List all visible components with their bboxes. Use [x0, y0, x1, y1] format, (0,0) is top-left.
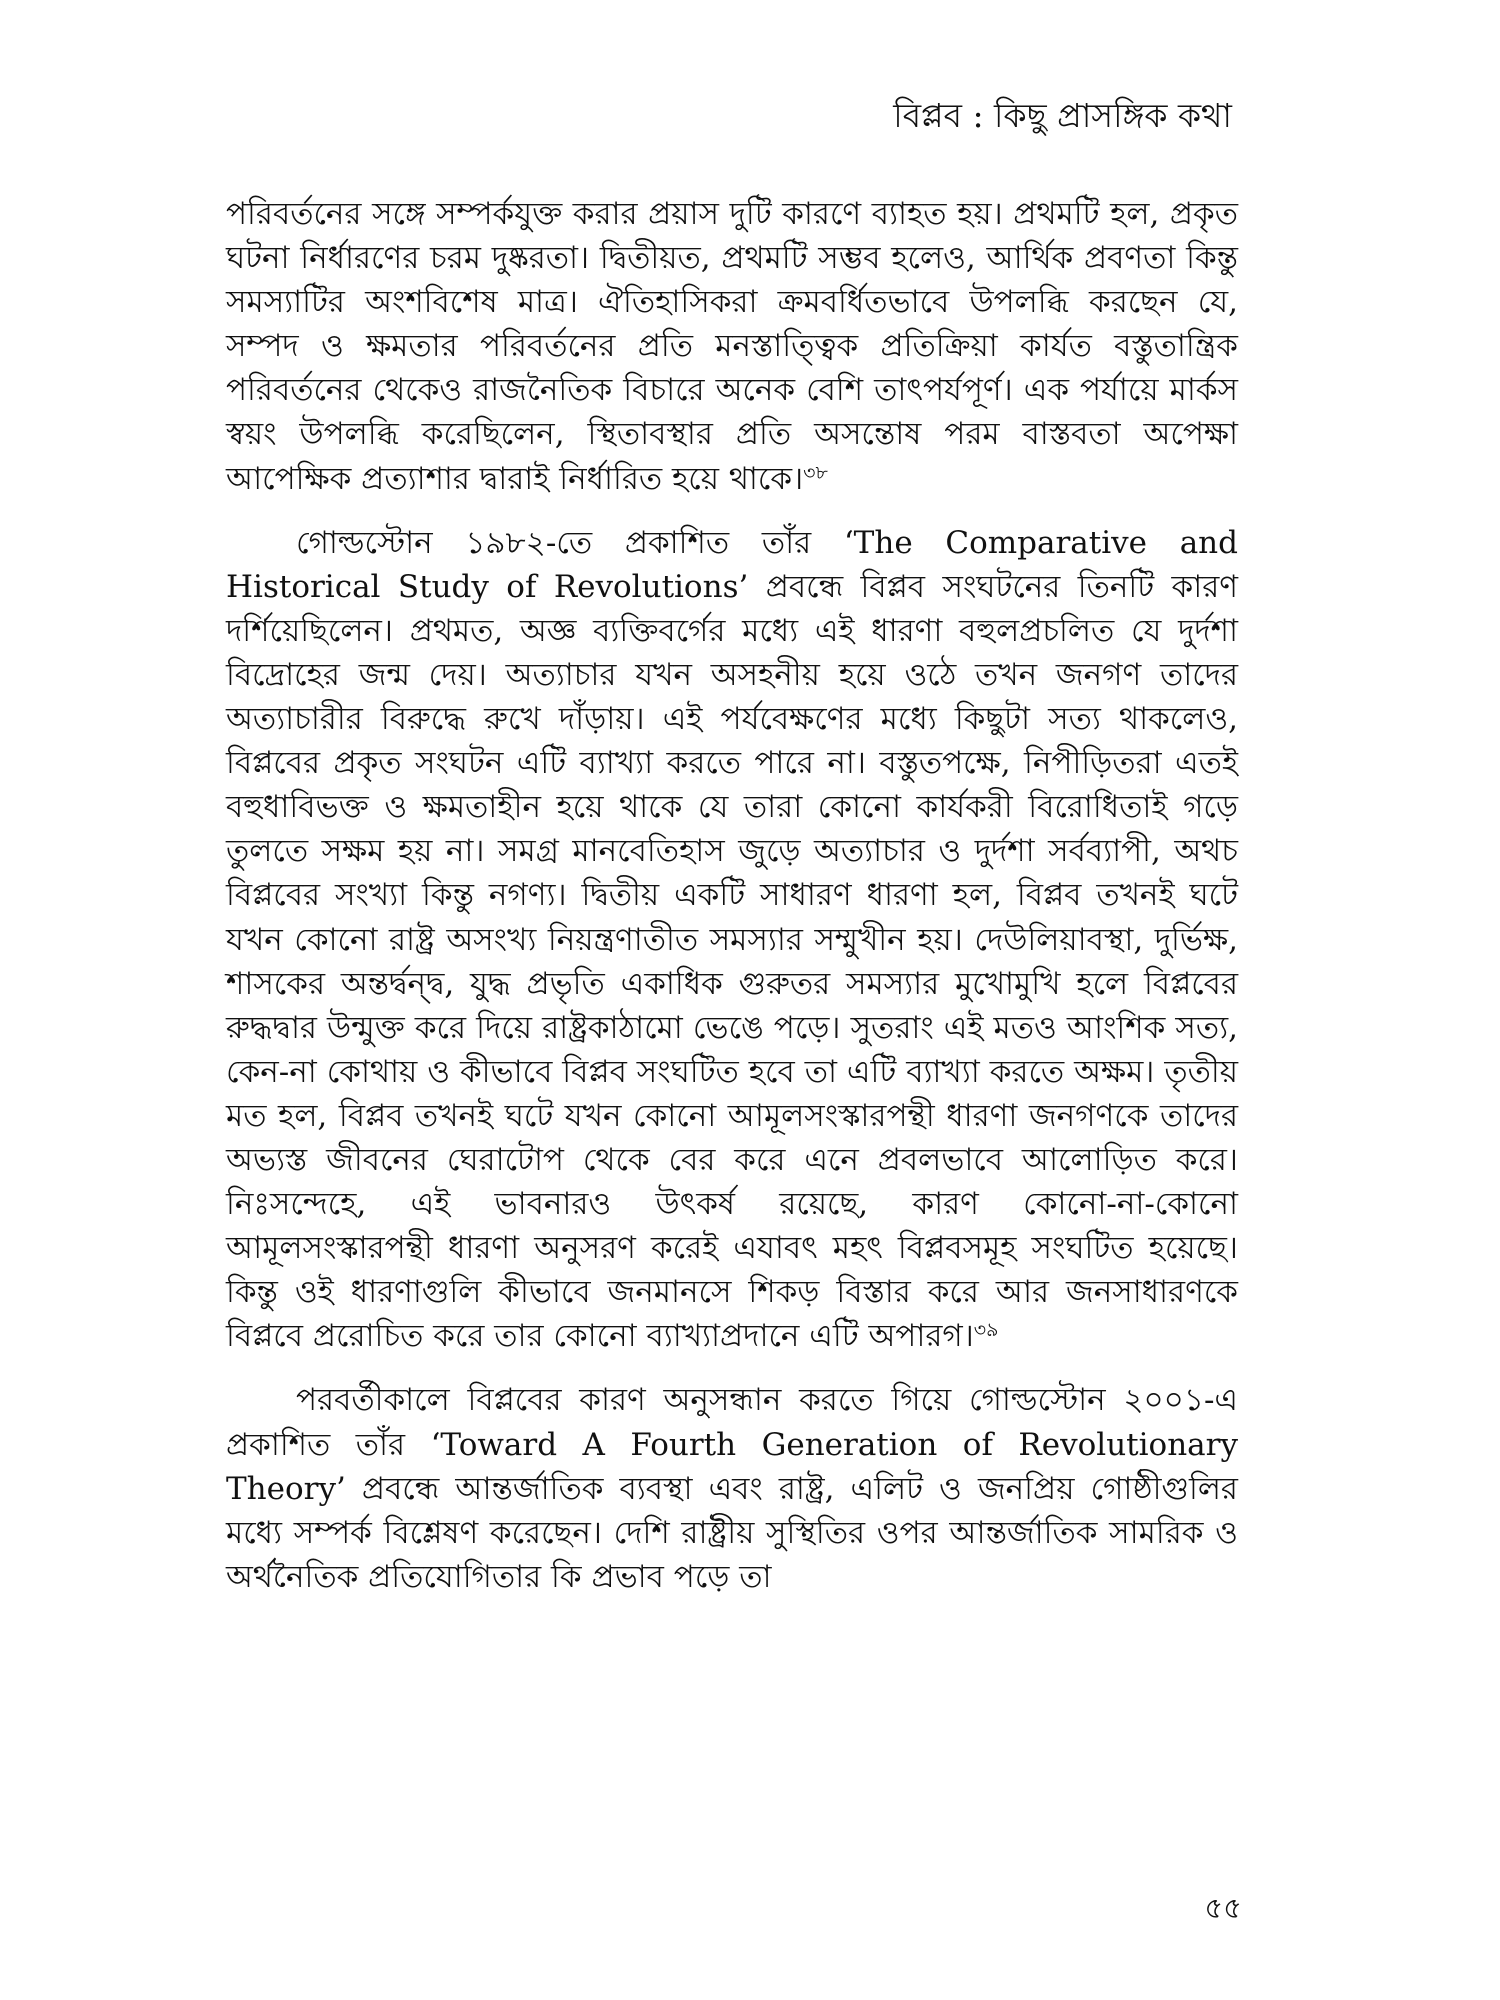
paragraph-text: গোল্ডস্টোন ১৯৮২-তে প্রকাশিত তাঁর ‘The Comparative and Historical Study of Revolutions’ প্রবন্ধে বিপ্লব সংঘটনের তিনটি কারণ দর্শিয়েছিলেন। প্রথমত, অজ্ঞ ব্যক্তিবর্গের মধ্যে এই ধারণা বহুলপ্রচলিত যে দুর্দশা বিদ্রোহের জন্ম দেয়। অত্যাচার যখন অসহনীয় হয়ে ওঠে তখন জনগণ তাদের অত্যাচারীর বিরুদ্ধে রুখে দাঁড়ায়। এই পর্যবেক্ষণের মধ্যে কিছুটা সত্য থাকলেও, বিপ্লবের প্রকৃত সংঘটন এটি ব্যাখ্যা করতে পারে না। বস্তুতপক্ষে, নিপীড়িতরা এতই বহুধাবিভক্ত ও ক্ষমতাহীন হয়ে থাকে যে তারা কোনো কার্যকরী বিরোধিতাই গড়ে তুলতে সক্ষম হয় না। সমগ্র মানবেতিহাস জুড়ে অত্যাচার ও দুর্দশা সর্বব্যাপী, অথচ বিপ্লবের সংখ্যা কিন্তু নগণ্য। দ্বিতীয় একটি সাধারণ ধারণা হল, বিপ্লব তখনই ঘটে যখন কোনো রাষ্ট্র অসংখ্য নিয়ন্ত্রণাতীত সমস্যার সম্মুখীন হয়। দেউলিয়াবস্থা, দুর্ভিক্ষ, শাসকের অন্তর্দ্বন্দ্ব, যুদ্ধ প্রভৃতি একাধিক গুরুতর সমস্যার মুখোমুখি হলে বিপ্লবের রুদ্ধদ্বার উন্মুক্ত করে দিয়ে রাষ্ট্রকাঠামো ভেঙে পড়ে। সুতরাং এই মতও আংশিক সত্য, কেন-না কোথায় ও কীভাবে বিপ্লব সংঘটিত হবে তা এটি ব্যাখ্যা করতে অক্ষম। তৃতীয় মত হল, বিপ্লব তখনই ঘটে যখন কোনো আমূলসংস্কারপন্থী ধারণা জনগণকে তাদের অভ্যস্ত জীবনের ঘেরাটোপ থেকে বের করে এনে প্রবলভাবে আলোড়িত করে। নিঃসন্দেহে, এই ভাবনারও উৎকর্ষ রয়েছে, কারণ কোনো-না-কোনো আমূলসংস্কারপন্থী ধারণা অনুসরণ করেই এযাবৎ মহৎ বিপ্লবসমূহ সংঘটিত হয়েছে। কিন্তু ওই ধারণাগুলি কীভাবে জনমানসে শিকড় বিস্তার করে আর জনসাধারণকে বিপ্লবে প্ররোচিত করে তার কোনো ব্যাখ্যাপ্রদানে এটি অপারগ।	[226, 524, 1238, 1355]
paragraph-text: পরিবর্তনের সঙ্গে সম্পর্কযুক্ত করার প্রয়াস দুটি কারণে ব্যাহত হয়। প্রথমটি হল, প্রকৃত ঘটনা নির্ধারণের চরম দুষ্করতা। দ্বিতীয়ত, প্রথমটি সম্ভব হলেও, আর্থিক প্রবণতা কিন্তু সমস্যাটির অংশবিশেষ মাত্র। ঐতিহাসিকরা ক্রমবর্ধিতভাবে উপলব্ধি করছেন যে, সম্পদ ও ক্ষমতার পরিবর্তনের প্রতি মনস্তাত্ত্বিক প্রতিক্রিয়া কার্যত বস্তুতান্ত্রিক পরিবর্তনের থেকেও রাজনৈতিক বিচারে অনেক বেশি তাৎপর্যপূর্ণ। এক পর্যায়ে মার্কস স্বয়ং উপলব্ধি করেছিলেন, স্থিতাবস্থার প্রতি অসন্তোষ পরম বাস্তবতা অপেক্ষা আপেক্ষিক প্রত্যাশার দ্বারাই নির্ধারিত হয়ে থাকে।	[226, 196, 1238, 497]
paragraph-continued	[226, 192, 1238, 501]
paragraph	[226, 1378, 1238, 1598]
running-header: বিপ্লব : কিছু প্রাসঙ্গিক কথা	[893, 96, 1232, 135]
footnote-reference: ৩৯	[973, 1319, 999, 1342]
footnote-reference: ৩৮	[803, 461, 828, 484]
paragraph	[226, 521, 1238, 1359]
paragraph-text: পরবর্তীকালে বিপ্লবের কারণ অনুসন্ধান করতে গিয়ে গোল্ডস্টোন ২০০১-এ প্রকাশিত তাঁর ‘Toward A Fourth Generation of Revolutionary Theory’ প্রবন্ধে আন্তর্জাতিক ব্যবস্থা এবং রাষ্ট্র, এলিট ও জনপ্রিয় গোষ্ঠীগুলির মধ্যে সম্পর্ক বিশ্লেষণ করেছেন। দেশি রাষ্ট্রীয় সুস্থিতির ওপর আন্তর্জাতিক সামরিক ও অর্থনৈতিক প্রতিযোগিতার কি প্রভাব পড়ে তা	[226, 1382, 1238, 1595]
page-number: ৫৫	[1204, 1891, 1242, 1925]
body-text	[226, 192, 1238, 1619]
